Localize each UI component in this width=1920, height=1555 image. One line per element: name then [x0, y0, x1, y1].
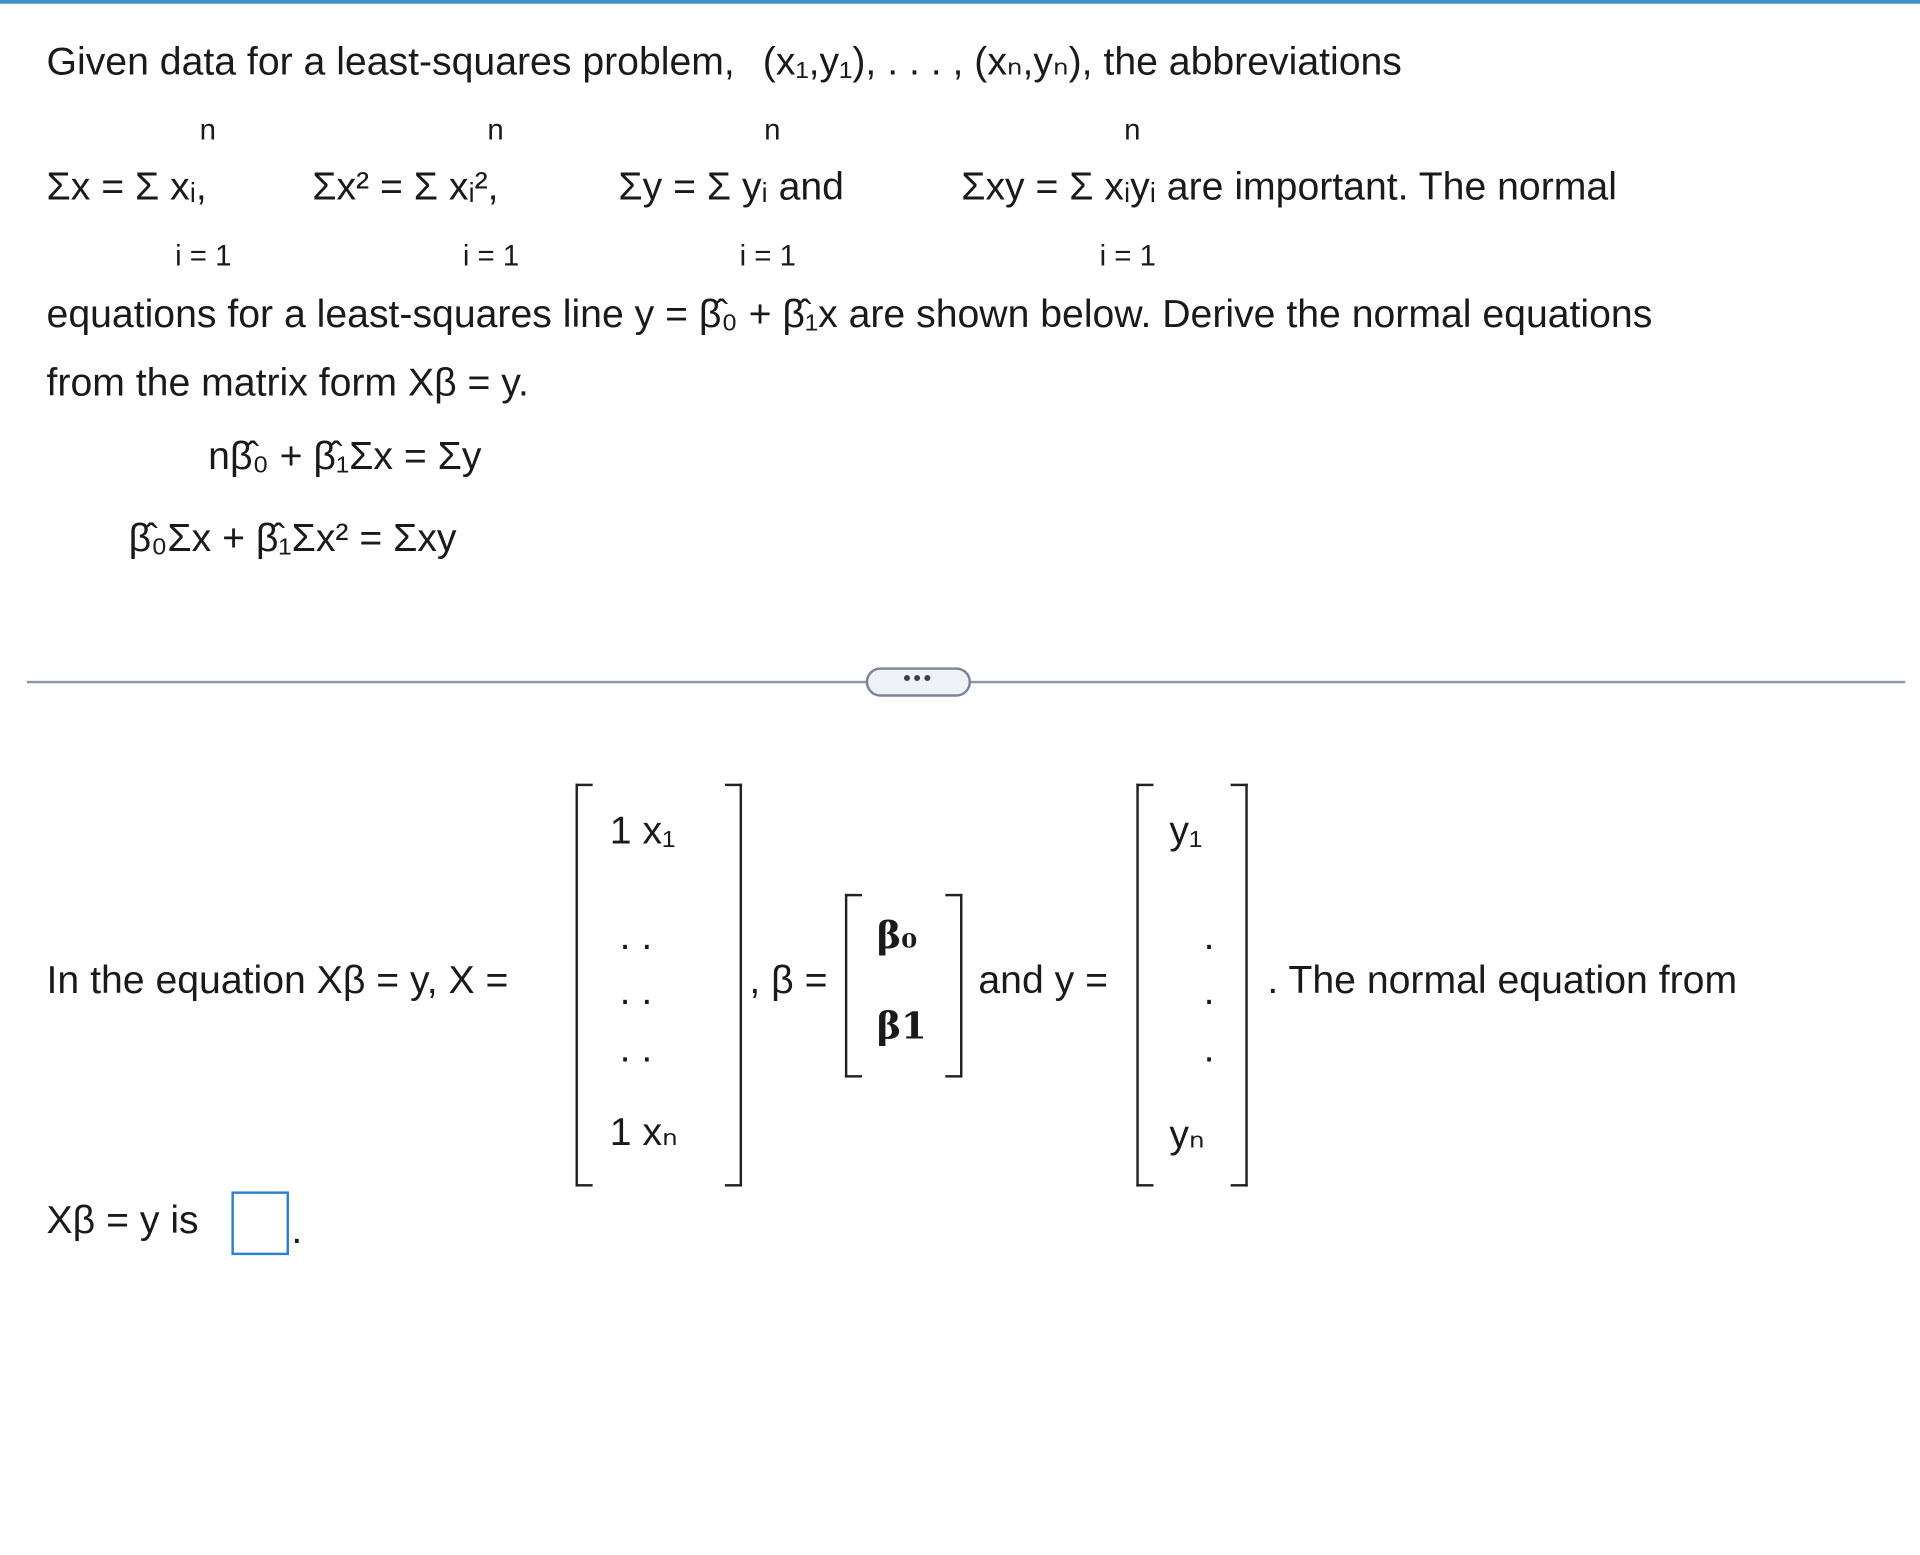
- sum-upper: n: [764, 113, 781, 147]
- intro-line3: equations for a least-squares line y = β̂₀ + β̂₁x are shown below. Derive the normal equations: [46, 291, 1653, 336]
- intro-text: Given data for a least-squares problem,: [46, 39, 735, 84]
- intro-line1: [46, 39, 1402, 84]
- vector-y-row: .: [1203, 1026, 1215, 1071]
- data-pairs: (x₁,y₁), . . . , (xₙ,yₙ): [762, 39, 1082, 84]
- matrix-x-left-bracket: [576, 784, 593, 1187]
- vector-y-right-bracket: [1231, 784, 1248, 1187]
- sum-lower: i = 1: [1099, 240, 1156, 274]
- top-border: [0, 0, 1920, 4]
- beta-left-bracket: [845, 894, 862, 1078]
- matrix-x-row: 1 x₁: [609, 808, 676, 853]
- question-tail: . The normal equation from: [1267, 957, 1738, 1002]
- answer-prefix: Xβ = y is: [46, 1197, 199, 1242]
- answer-input-box[interactable]: [231, 1191, 289, 1255]
- normal-equation-1: nβ̂₀ + β̂₁Σx = Σy: [208, 433, 482, 478]
- intro-line4: from the matrix form Xβ = y.: [46, 360, 529, 405]
- beta-right-bracket: [945, 894, 962, 1078]
- beta-label: , β =: [749, 957, 828, 1002]
- sum-lower: i = 1: [175, 240, 232, 274]
- answer-suffix: .: [291, 1207, 303, 1252]
- vector-y-row: .: [1203, 968, 1215, 1013]
- sum-upper: n: [487, 113, 504, 147]
- matrix-x-row: . .: [619, 1026, 653, 1071]
- matrix-x-row: . .: [619, 913, 653, 958]
- sum-y: Σy = Σ yᵢ and: [618, 164, 844, 209]
- vector-y-left-bracket: [1136, 784, 1153, 1187]
- matrix-x-row: 1 xₙ: [609, 1109, 678, 1154]
- matrix-x-right-bracket: [725, 784, 742, 1187]
- matrix-x-row: . .: [619, 968, 653, 1013]
- sum-x: Σx = Σ xᵢ,: [46, 164, 207, 209]
- sum-upper: n: [199, 113, 216, 147]
- intro-text-b: , the abbreviations: [1081, 39, 1402, 84]
- y-label: and y =: [978, 957, 1109, 1002]
- sum-upper: n: [1124, 113, 1141, 147]
- expand-more-button[interactable]: •••: [866, 667, 971, 696]
- sum-x2: Σx² = Σ xᵢ²,: [312, 164, 499, 209]
- question-lead: In the equation Xβ = y, X =: [46, 957, 509, 1002]
- vector-y-row: yₙ: [1169, 1111, 1205, 1156]
- beta-0: β₀: [876, 914, 918, 958]
- normal-equation-2: β̂₀Σx + β̂₁Σx² = Σxy: [128, 515, 457, 560]
- sum-lower: i = 1: [462, 240, 520, 274]
- beta-1: β1: [876, 1005, 927, 1049]
- sum-lower: i = 1: [739, 240, 796, 274]
- vector-y-row: .: [1203, 913, 1215, 958]
- vector-y-row: y₁: [1169, 808, 1203, 853]
- sum-xy: Σxy = Σ xᵢyᵢ are important. The normal: [961, 164, 1617, 209]
